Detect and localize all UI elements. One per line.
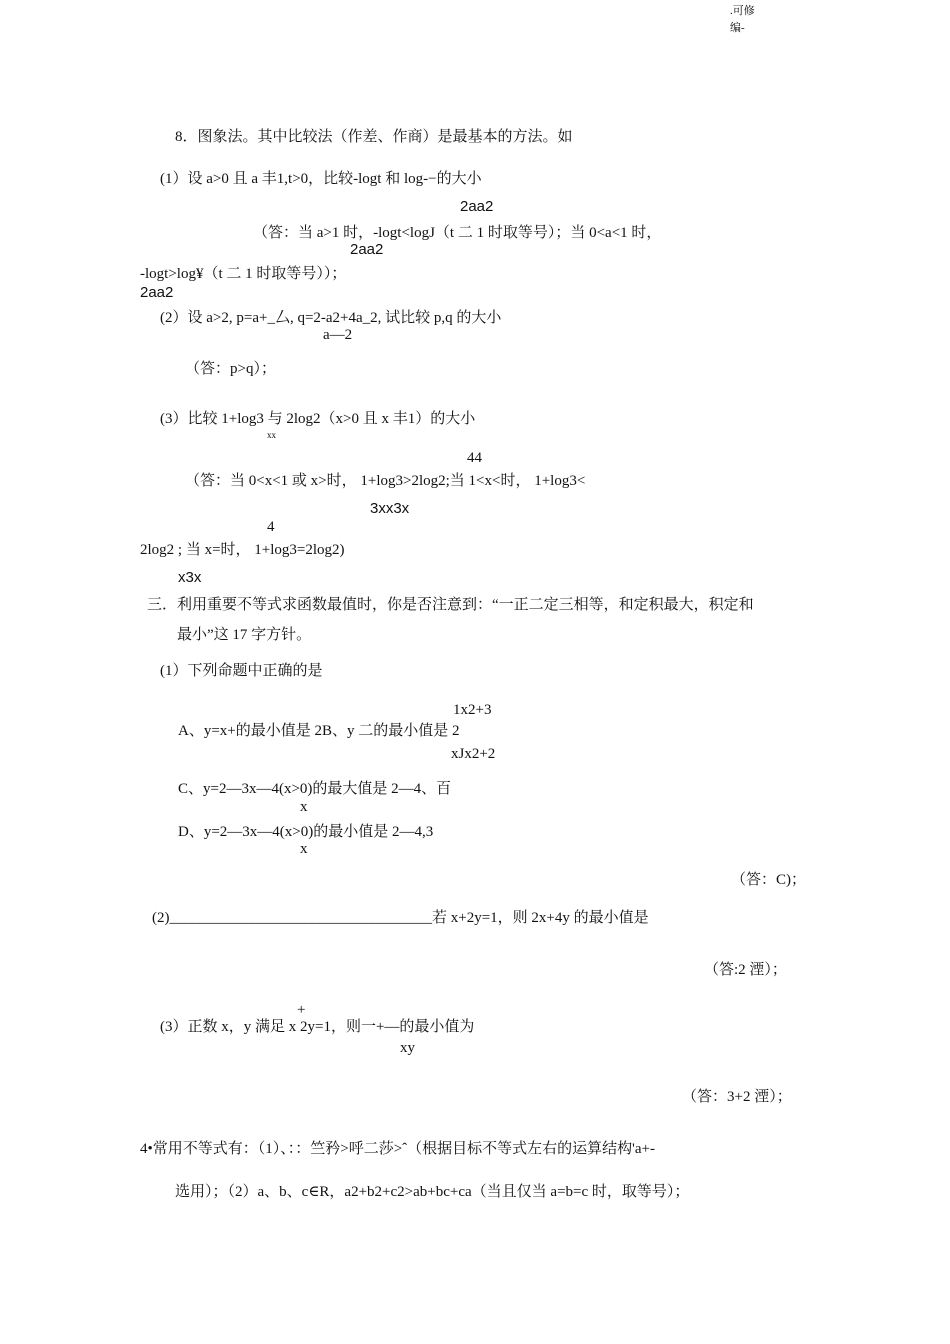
- text-line: 2log2 ; 当 x=时， 1+log3=2log2): [140, 542, 345, 558]
- text-line: xx: [267, 430, 276, 440]
- text-line: x: [300, 799, 308, 815]
- text-line: 2aa2: [460, 198, 494, 215]
- text-line: 最小”这 17 字方针。: [177, 627, 312, 643]
- text-line: -logt>log¥（t 二 1 时取等号））；: [140, 266, 347, 282]
- text-line: （答：当 0<x<1 或 x>时， 1+log3>2log2;当 1<x<时， 1+log3<: [185, 473, 586, 489]
- text-line: (1）设 a>0 且 a 丰1,t>0，比较-logt 和 log-−的大小: [160, 171, 482, 187]
- text-line: 44: [467, 450, 482, 466]
- text-line: C、y=2—3x—4(x>0)的最大值是 2—4、百: [178, 781, 452, 797]
- text-line: (2)___________________________________若 x+2y=1，则 2x+4y 的最小值是: [152, 910, 649, 926]
- text-line: 2aa2: [140, 284, 174, 301]
- text-line: 2aa2: [350, 241, 384, 258]
- text-line: D、y=2—3x—4(x>0)的最小值是 2—4,3: [178, 824, 434, 840]
- header-note-line-1: .可修: [730, 5, 755, 17]
- text-line: (3）正数 x，y 满足 x 2y=1，则一+—的最小值为: [160, 1019, 475, 1035]
- text-line: 选用）；（2）a、b、c∈R，a2+b2+c2>ab+bc+ca（当且仅当 a=b=c 时，取等号）；: [175, 1184, 690, 1200]
- header-note-line-2: 编-: [730, 22, 745, 34]
- text-line: 1x2+3: [453, 702, 492, 718]
- text-line: (3）比较 1+log3 与 2log2（x>0 且 x 丰1）的大小: [160, 411, 476, 427]
- text-line: A、y=x+的最小值是 2B、y 二的最小值是 2: [178, 723, 460, 739]
- text-line: +: [297, 1002, 306, 1018]
- text-line: (1）下列命题中正确的是: [160, 663, 323, 679]
- text-line: xy: [400, 1040, 415, 1056]
- text-line: x: [300, 841, 308, 857]
- text-line: a—2: [323, 327, 353, 343]
- text-line: （答：3+2 湮）；: [682, 1089, 792, 1105]
- text-line: （答:2 湮）；: [704, 962, 787, 978]
- text-line: 8．图象法。其中比较法（作差、作商）是最基本的方法。如: [175, 129, 573, 145]
- text-line: 三．利用重要不等式求函数最值时，你是否注意到：“一正二定三相等，和定积最大，积定和: [147, 597, 754, 613]
- text-line: （答：C)；: [731, 872, 807, 888]
- text-line: （答：p>q）；: [185, 361, 276, 377]
- text-line: 4: [267, 519, 275, 535]
- text-line: （答：当 a>1 时，-logt<logJ（t 二 1 时取等号）；当 0<a<1 时，: [253, 225, 662, 241]
- text-line: 4•常用不等式有：（1）、：：竺矜>呼二莎>ˆ（根据目标不等式左右的运算结构'a+-: [140, 1141, 655, 1157]
- text-line: 3xx3x: [370, 500, 410, 517]
- text-line: xJx2+2: [451, 746, 496, 762]
- text-line: (2）设 a>2, p=a+_厶, q=2-a2+4a_2, 试比较 p,q 的大小: [160, 310, 502, 326]
- text-line: x3x: [178, 569, 202, 586]
